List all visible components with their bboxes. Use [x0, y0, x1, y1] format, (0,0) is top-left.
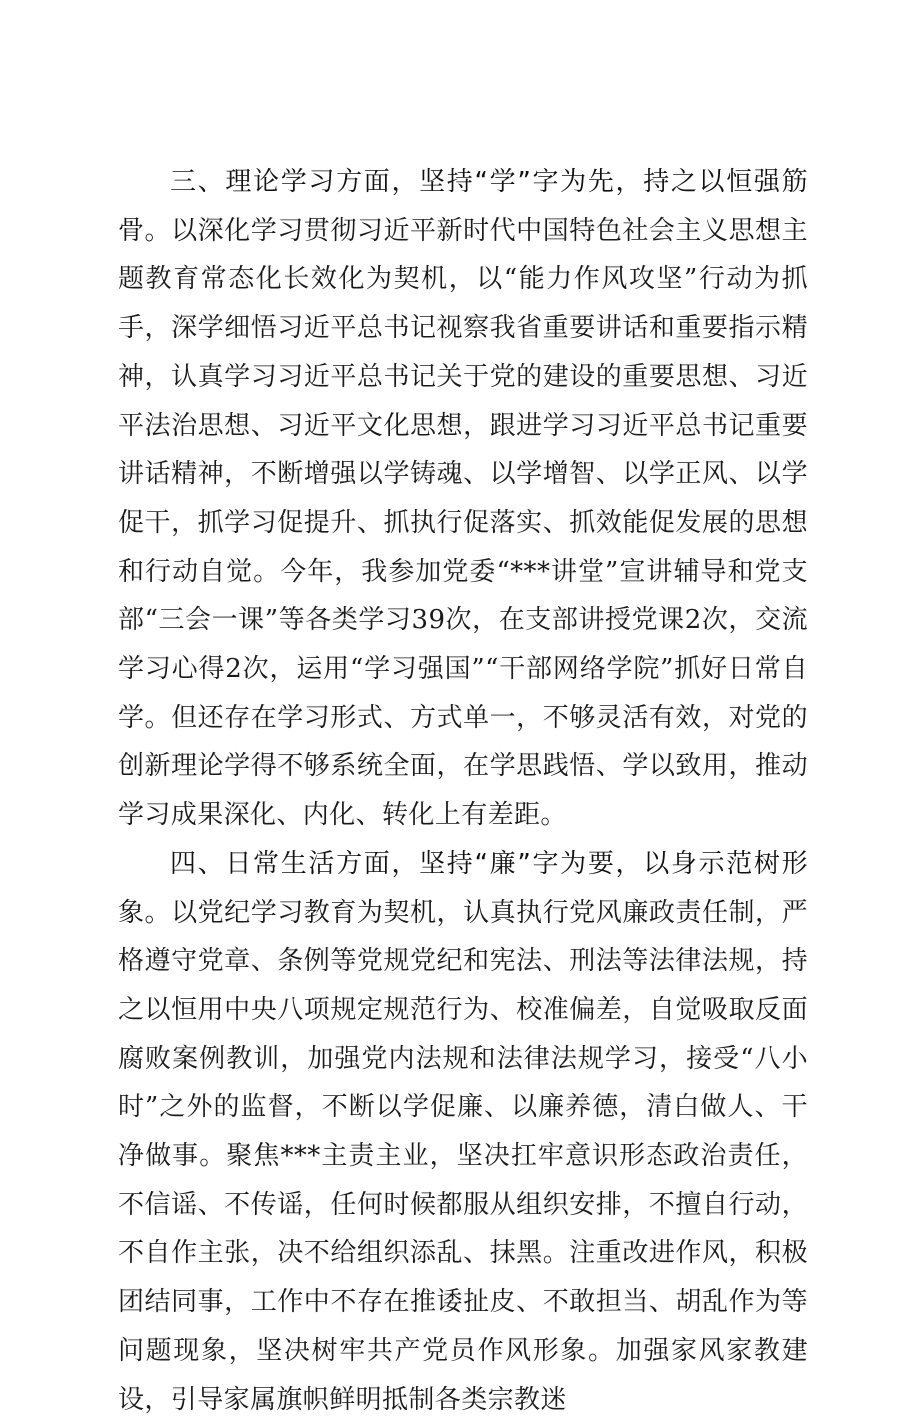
paragraph-body: 以深化学习贯彻习近平新时代中国特色社会主义思想主题教育常态化长效化为契机，以“能力作风攻坚”行动为抓手，深学细悟习近平总书记视察我省重要讲话和重要指示精神，认真学习习近平总书记关于党的建设的重要思想、习近平法治思想、习近平文化思想，跟进学习习近平总书记重要讲话精神，不断增强以学铸魂、以学增智、以学正风、以学促干，抓学习促提升、抓执行促落实、抓效能促发展的思想和行动自觉。今年，我参加党委“***讲堂”宣讲辅导和党支部“三会一课”等各类学习39次，在支部讲授党课2次，交流学习心得2次，运用“学习强国”“干部网络学院”抓好日常自学。但还存在学习形式、方式单一，不够灵活有效，对党的创新理论学得不够系统全面，在学思践悟、学以致用，推动学习成果深化、内化、转化上有差距。 [118, 215, 808, 831]
paragraph-theory-study [118, 158, 808, 840]
paragraph-heading: 三、理论学习方面，坚持“学”字为先，持之以恒强筋骨。 [118, 167, 808, 246]
paragraph-daily-life [118, 840, 808, 1424]
paragraph-heading: 四、日常生活方面，坚持“廉”字为要，以身示范树形象。 [118, 848, 808, 928]
document-body [118, 158, 808, 1424]
paragraph-body: 以党纪学习教育为契机，认真执行党风廉政责任制，严格遵守党章、条例等党规党纪和宪法、刑法等法律法规，持之以恒用中央八项规定规范行为、校准偏差，自觉吸取反面腐败案例教训，加强党内法规和法律法规学习，接受“八小时”之外的监督，不断以学促廉、以廉养德，清白做人、干净做事。聚焦***主责主业，坚决扛牢意识形态政治责任，不信谣、不传谣，任何时候都服从组织安排，不擅自行动，不自作主张，决不给组织添乱、抹黑。注重改进作风，积极团结同事，工作中不存在推诿扯皮、不敢担当、胡乱作为等问题现象，坚决树牢共产党员作风形象。加强家风家教建设，引导家属旗帜鲜明抵制各类宗教迷 [118, 897, 808, 1415]
